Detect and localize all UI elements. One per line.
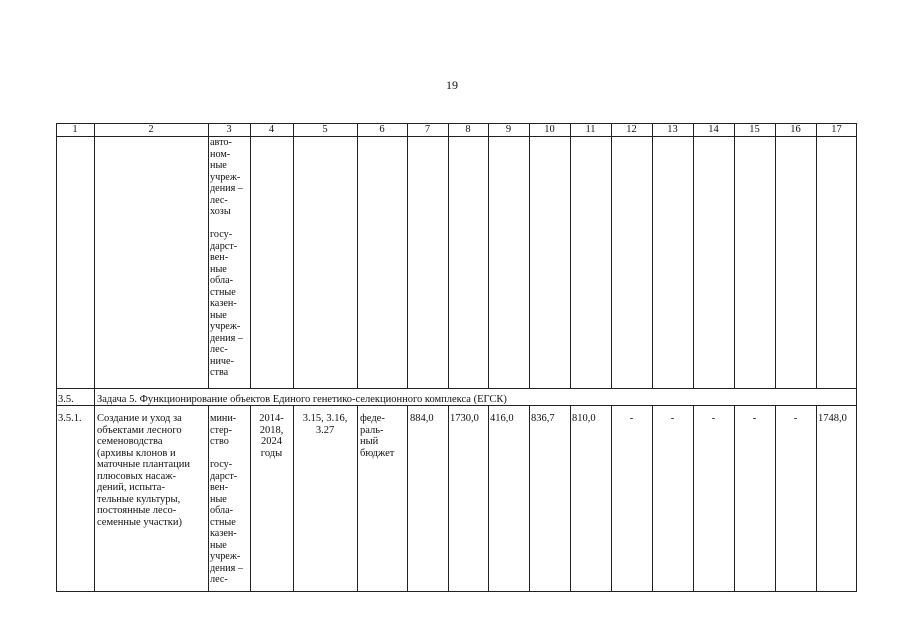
header-cell: 16 bbox=[790, 124, 801, 135]
task-title: Задача 5. Функционирование объектов Единого генетико-селекционного комплекса (ЕГСК) bbox=[97, 394, 507, 405]
header-cell: 10 bbox=[544, 124, 555, 135]
header-cell: 13 bbox=[667, 124, 678, 135]
item-executor-state: госу- дарст- вен- ные обла- стные казен- ные учреж- дения – лес- bbox=[210, 459, 243, 585]
value-cell: 1748,0 bbox=[818, 413, 847, 424]
header-cell: 7 bbox=[424, 124, 431, 135]
header-cell: 2 bbox=[148, 124, 154, 135]
header-cell: 8 bbox=[465, 124, 471, 135]
value-cell: - bbox=[629, 413, 634, 424]
value-cell: 1730,0 bbox=[450, 413, 479, 424]
header-cell: 5 bbox=[322, 124, 328, 135]
page-number: 19 bbox=[446, 78, 458, 92]
item-name: Создание и уход за объектами лесного семеноводства (архивы клонов и маточные плантации плюсовых насаж- дений, испыта- тельные культуры, постоянные лесо- семенные участки) bbox=[97, 413, 191, 528]
header-cell: 4 bbox=[268, 124, 275, 135]
header-cell: 12 bbox=[626, 124, 637, 135]
header-cell: 17 bbox=[831, 124, 842, 135]
value-cell: 810,0 bbox=[572, 413, 596, 424]
header-cell: 6 bbox=[379, 124, 385, 135]
value-cell: 836,7 bbox=[531, 413, 555, 424]
header-cell: 14 bbox=[708, 124, 719, 135]
item-indicators: 3.15, 3.16, 3.27 bbox=[302, 413, 348, 436]
value-cell: 884,0 bbox=[410, 413, 434, 424]
value-cell: - bbox=[711, 413, 716, 424]
task-number: 3.5. bbox=[58, 394, 74, 405]
value-cell: 416,0 bbox=[490, 413, 514, 424]
header-cell: 1 bbox=[72, 124, 78, 135]
item-funding-source: феде- раль- ный бюджет bbox=[360, 413, 395, 459]
header-cell: 3 bbox=[226, 124, 232, 135]
header-cell: 15 bbox=[749, 124, 760, 135]
header-cell: 11 bbox=[585, 124, 596, 135]
value-cell: - bbox=[752, 413, 757, 424]
item-period: 2014- 2018, 2024 годы bbox=[259, 413, 284, 459]
continuation-executor-state: госу- дарст- вен- ные обла- стные казен- ные учреж- дения – лес- ниче- ства bbox=[210, 229, 243, 378]
item-number: 3.5.1. bbox=[58, 413, 82, 424]
value-cell: - bbox=[793, 413, 798, 424]
continuation-executor-autonomous: авто- ном- ные учреж- дения – лес- хозы bbox=[210, 137, 243, 217]
value-cell: - bbox=[670, 413, 675, 424]
item-executor-ministry: мини- стер- ство bbox=[210, 413, 237, 447]
header-cell: 9 bbox=[505, 124, 512, 135]
